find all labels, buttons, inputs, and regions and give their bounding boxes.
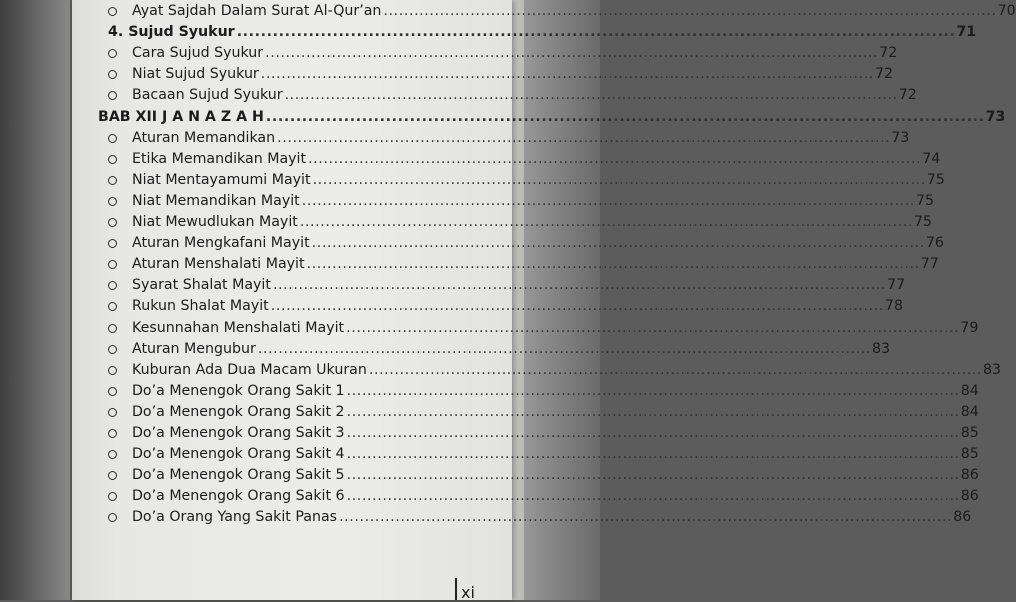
bullet-icon: [108, 176, 117, 185]
toc-entry: [72, 127, 910, 147]
leader-dots: ........................................................................................................................: [236, 24, 956, 41]
bullet-icon: [108, 387, 117, 396]
page-number: xi: [461, 583, 475, 602]
toc-page-number: 73: [985, 108, 1006, 125]
toc-page-number: 72: [879, 45, 898, 62]
toc-entry: [72, 274, 906, 294]
leader-dots: ........................................................................................................................: [299, 214, 914, 230]
bullet-icon: [108, 345, 117, 354]
toc-entry: [72, 443, 979, 463]
bullet-icon: [108, 239, 117, 248]
toc-entry: [72, 359, 1002, 379]
toc-label: Aturan Memandikan: [132, 129, 276, 146]
toc-page-number: 83: [983, 361, 1002, 378]
toc-page-number: 76: [925, 235, 944, 252]
bullet-icon: [108, 70, 117, 79]
leader-dots: ........................................................................................................................: [346, 467, 960, 484]
toc-page-number: 75: [914, 214, 933, 230]
bullet-icon: [108, 324, 117, 333]
bullet-icon: [108, 513, 117, 522]
bullet-icon: [108, 49, 117, 58]
bullet-icon: [108, 260, 117, 269]
leader-dots: ........................................................................................................................: [346, 425, 960, 441]
book-spine-shadow: [0, 0, 70, 600]
toc-heading: [72, 21, 977, 41]
leader-dots: ........................................................................................................................: [272, 277, 887, 294]
toc-page-number: 85: [960, 425, 979, 441]
toc-entry: [72, 253, 939, 273]
toc-label: Syarat Shalat Mayit: [132, 277, 271, 294]
toc-page-number: 84: [960, 382, 979, 399]
toc-page-number: 86: [960, 488, 979, 505]
bullet-icon: [108, 429, 117, 438]
toc-label: Aturan Mengkafani Mayit: [132, 235, 310, 252]
toc-entry: [72, 422, 979, 442]
toc-label: Do’a Menengok Orang Sakit 3: [132, 425, 345, 441]
toc-entry: [72, 42, 898, 62]
toc-label: Kuburan Ada Dua Macam Ukuran: [132, 361, 367, 378]
bullet-icon: [108, 281, 117, 290]
toc-label: Niat Sujud Syukur: [132, 66, 259, 83]
toc-label: Do’a Menengok Orang Sakit 1: [132, 382, 345, 399]
toc-label: Do’a Menengok Orang Sakit 2: [132, 403, 345, 420]
toc-label: Do’a Menengok Orang Sakit 5: [132, 467, 345, 484]
toc-page-number: 71: [956, 24, 977, 41]
toc-label: Niat Mewudlukan Mayit: [132, 214, 298, 230]
toc-entry: [72, 0, 1016, 20]
bullet-icon: [108, 302, 117, 311]
toc-entry: [72, 295, 903, 315]
toc-label: Aturan Menshalati Mayit: [132, 256, 305, 273]
toc-page-number: 70: [997, 3, 1016, 19]
toc-page-number: 86: [960, 467, 979, 484]
toc-page-number: 72: [874, 66, 894, 83]
leader-dots: ........................................................................................................................: [312, 171, 926, 188]
toc-page-number: 75: [926, 171, 945, 188]
toc-page-number: 79: [960, 319, 979, 336]
toc-page-number: 74: [922, 150, 941, 167]
bullet-icon: [108, 471, 117, 480]
bullet-icon: [108, 450, 117, 459]
toc-page-number: 77: [920, 256, 939, 273]
bullet-icon: [108, 155, 117, 164]
toc-entry: [72, 232, 944, 252]
leader-dots: ........................................................................................................................: [308, 150, 922, 167]
leader-dots: ........................................................................................................................: [346, 446, 960, 463]
toc-label: Kesunnahan Menshalati Mayit: [132, 319, 345, 336]
toc-label: Do’a Orang Yang Sakit Panas: [132, 509, 338, 526]
toc-entry: [72, 338, 891, 358]
leader-dots: ........................................................................................................................: [277, 129, 891, 146]
toc-page-number: 85: [960, 446, 979, 463]
leader-dots: ........................................................................................................................: [301, 192, 915, 209]
toc-label: Rukun Shalat Mayit: [132, 298, 269, 315]
bullet-icon: [108, 91, 117, 100]
toc-label: Etika Memandikan Mayit: [132, 150, 307, 167]
toc-page-number: 72: [898, 87, 917, 104]
bullet-icon: [108, 134, 117, 143]
bullet-icon: [108, 366, 117, 375]
toc-label: Niat Memandikan Mayit: [132, 192, 300, 209]
bullet-icon: [108, 408, 117, 417]
toc-heading: [72, 106, 1006, 126]
toc-page-number: 73: [891, 129, 910, 146]
toc-label: BAB XII J A N A Z A H: [98, 108, 264, 125]
leader-dots: ........................................................................................................................: [265, 45, 879, 62]
bullet-icon: [108, 197, 117, 206]
toc-page-number: 78: [884, 298, 903, 315]
toc-page-number: 86: [953, 509, 972, 526]
toc-entry: [72, 485, 979, 505]
leader-dots: ........................................................................................................................: [346, 403, 960, 420]
toc-page-number: 83: [872, 340, 891, 357]
toc-entry: [72, 506, 972, 526]
toc-entry: [72, 84, 917, 104]
leader-dots: ........................................................................................................................: [260, 66, 874, 83]
toc-entry: [72, 190, 934, 210]
toc-entry: [72, 148, 941, 168]
toc-entry: [72, 401, 979, 421]
toc-label: Bacaan Sujud Syukur: [132, 87, 283, 104]
toc-label: 4. Sujud Syukur: [108, 24, 235, 41]
leader-dots: ........................................................................................................................: [346, 382, 960, 399]
toc-entry: [72, 63, 894, 83]
toc-label: Ayat Sajdah Dalam Surat Al-Qur’an: [132, 3, 382, 19]
toc-page-number: 84: [960, 403, 979, 420]
bullet-icon: [108, 218, 117, 227]
leader-dots: ........................................................................................................................: [339, 509, 953, 526]
leader-dots: ........................................................................................................................: [306, 256, 920, 273]
leader-dots: ........................................................................................................................: [284, 87, 898, 104]
toc-page-number: 75: [915, 192, 934, 209]
leader-dots: ........................................................................................................................: [368, 361, 983, 378]
leader-dots: ........................................................................................................................: [270, 298, 884, 315]
toc-label: Do’a Menengok Orang Sakit 4: [132, 446, 345, 463]
leader-dots: ........................................................................................................................: [311, 235, 925, 252]
bullet-icon: [108, 492, 117, 501]
footer-divider: [455, 578, 457, 600]
toc-entry: [72, 211, 933, 231]
toc-entry: [72, 317, 979, 337]
toc-entry: [72, 464, 979, 484]
toc-label: Aturan Mengubur: [132, 340, 256, 357]
toc-entry: [72, 380, 979, 400]
leader-dots: ........................................................................................................................: [265, 108, 985, 125]
toc-label: Niat Mentayamumi Mayit: [132, 171, 311, 188]
toc-entry: [72, 169, 945, 189]
toc-page-number: 77: [887, 277, 906, 294]
book-page: [72, 0, 1016, 602]
leader-dots: ........................................................................................................................: [257, 340, 872, 357]
toc-label: Cara Sujud Syukur: [132, 45, 264, 62]
leader-dots: ........................................................................................................................: [383, 3, 997, 19]
leader-dots: ........................................................................................................................: [346, 488, 960, 505]
leader-dots: ........................................................................................................................: [346, 319, 960, 336]
toc-label: Do’a Menengok Orang Sakit 6: [132, 488, 345, 505]
bullet-icon: [108, 7, 117, 16]
